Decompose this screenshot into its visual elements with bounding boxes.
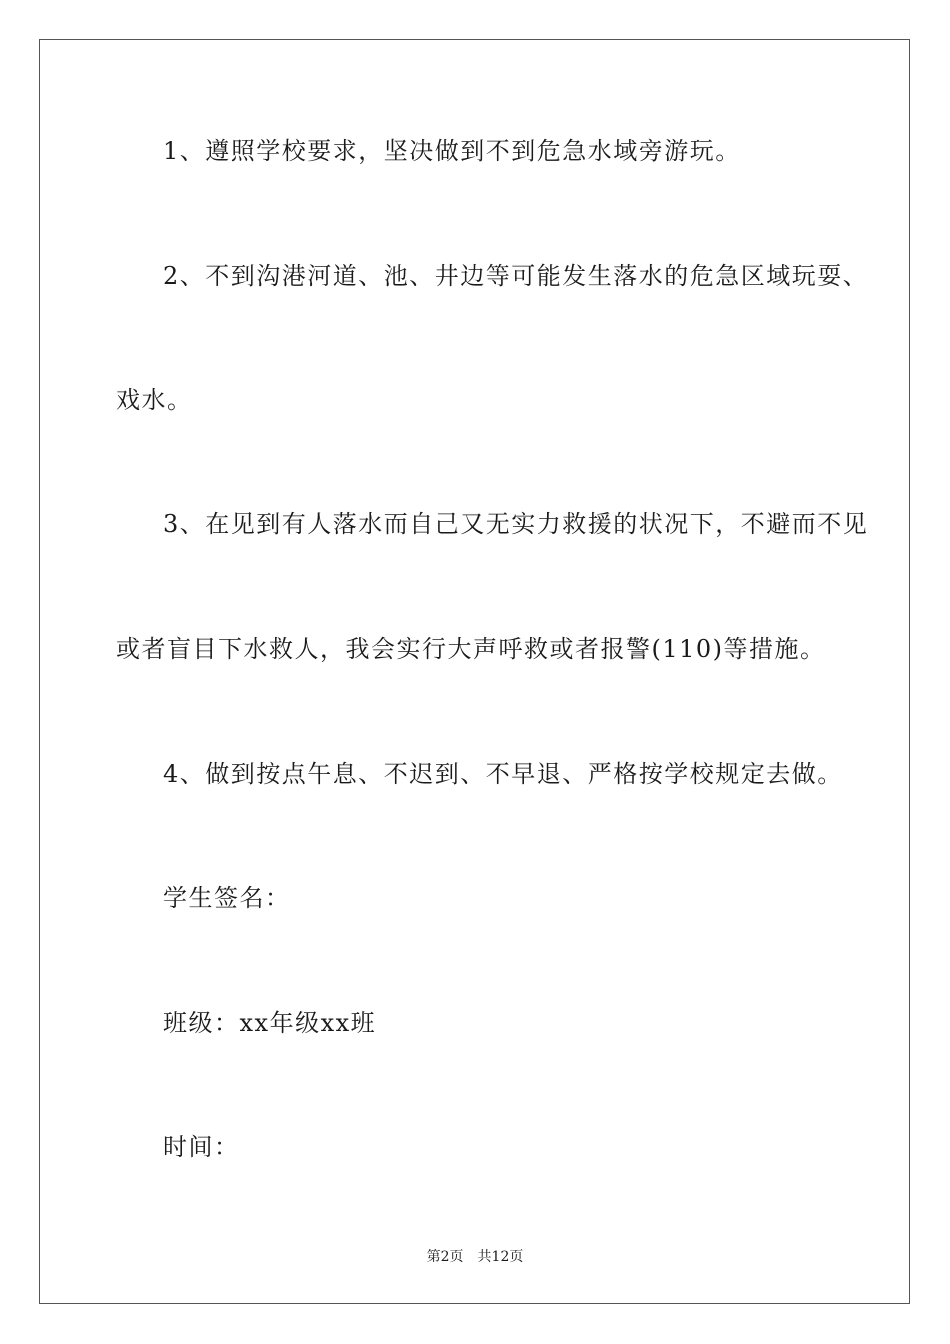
page-footer	[0, 1248, 950, 1266]
class-line: 班级：xx年级xx班	[163, 1009, 377, 1037]
paragraph-2-continued: 戏水。	[116, 386, 193, 414]
paragraph-3: 3、在见到有人落水而自己又无实力救援的状况下，不避而不见	[163, 510, 869, 538]
time-label: 时间：	[163, 1133, 240, 1161]
signature-label: 学生签名：	[163, 884, 291, 912]
paragraph-4: 4、做到按点午息、不迟到、不早退、严格按学校规定去做。	[163, 760, 843, 788]
page-border	[39, 39, 910, 1304]
page-total: 共12页	[477, 1249, 524, 1265]
paragraph-1: 1、遵照学校要求，坚决做到不到危急水域旁游玩。	[163, 137, 741, 165]
paragraph-3-continued: 或者盲目下水救人，我会实行大声呼救或者报警(110)等措施。	[116, 635, 826, 663]
paragraph-2: 2、不到沟港河道、池、井边等可能发生落水的危急区域玩耍、	[163, 262, 869, 290]
page-number: 第2页	[426, 1249, 464, 1265]
